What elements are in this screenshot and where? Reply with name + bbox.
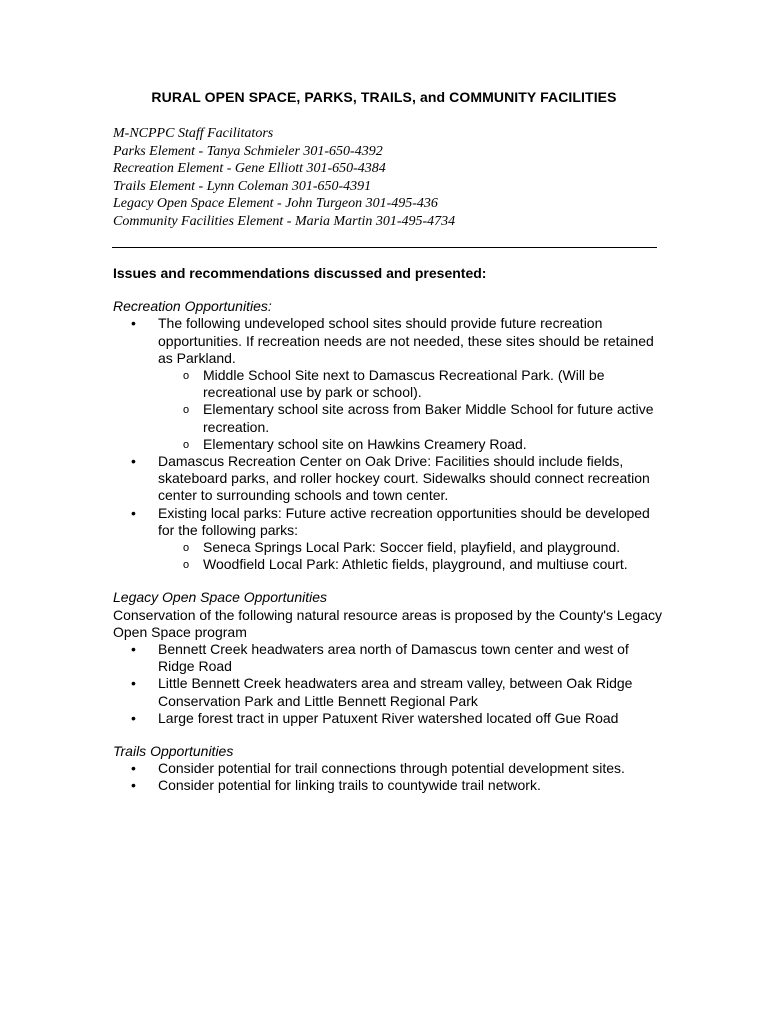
list-item: [113, 453, 655, 505]
trails-list: [113, 760, 673, 794]
circle-bullet-icon: o: [183, 542, 190, 555]
sub-list-item: [158, 401, 655, 435]
list-item: [113, 710, 655, 727]
sub-item-text: Elementary school site across from Baker Middle School for future active recreation.: [203, 401, 654, 435]
circle-bullet-icon: o: [183, 438, 190, 451]
circle-bullet-icon: o: [183, 404, 190, 417]
staff-line: Recreation Element - Gene Elliott 301-650-4384: [113, 161, 386, 176]
bullet-icon: •: [131, 777, 136, 794]
list-item: [113, 315, 655, 453]
list-item: [113, 777, 655, 794]
sub-list-item: [158, 367, 655, 401]
bullet-icon: •: [131, 760, 136, 777]
legacy-list: [113, 641, 673, 727]
staff-line: Trails Element - Lynn Coleman 301-650-4391: [113, 178, 372, 194]
list-item: [113, 760, 655, 777]
sub-list-item: [158, 539, 655, 556]
horizontal-divider: [112, 247, 657, 248]
staff-line: Community Facilities Element - Maria Martin 301-495-4734: [113, 213, 456, 229]
list-item-text: Consider potential for linking trails to countywide trail network.: [158, 777, 541, 794]
legacy-intro: Conservation of the following natural resource areas is proposed by the County's Legacy Open Space program: [113, 606, 662, 640]
sub-item-text: Seneca Springs Local Park: Soccer field, playfield, and playground.: [203, 539, 621, 556]
trails-heading: Trails Opportunities: [113, 743, 234, 760]
sub-item-text: Middle School Site next to Damascus Recreational Park. (Will be recreational use by park or school).: [203, 367, 605, 401]
staff-facilitators: [113, 125, 455, 230]
bullet-icon: •: [131, 709, 136, 726]
page-title: RURAL OPEN SPACE, PARKS, TRAILS, and COMMUNITY FACILITIES: [151, 89, 617, 105]
staff-line: Parks Element - Tanya Schmieler 301-650-4392: [113, 143, 383, 159]
recreation-list: [113, 315, 673, 573]
sub-item-text: Elementary school site on Hawkins Creamery Road.: [203, 435, 527, 452]
sub-item-text: Woodfield Local Park: Athletic fields, playground, and multiuse court.: [203, 556, 628, 573]
list-item-text: Existing local parks: Future active recreation opportunities should be developed for the following parks:: [158, 504, 650, 538]
issues-heading: Issues and recommendations discussed and presented:: [113, 265, 487, 281]
list-item-text: Little Bennett Creek headwaters area and stream valley, between Oak Ridge Conservation Park and Little Bennett Regional Park: [158, 675, 633, 709]
circle-bullet-icon: o: [183, 370, 190, 383]
list-item-text: Damascus Recreation Center on Oak Drive: Facilities should include fields, skateboard parks, and roller hockey court. Sidewalks should connect recreation center to surrounding schools and town center.: [158, 453, 650, 504]
bullet-icon: •: [131, 641, 136, 658]
list-item: [113, 675, 655, 709]
list-item-text: Consider potential for trail connections through potential development sites.: [158, 760, 625, 777]
list-item: [113, 641, 655, 675]
list-item-text: Large forest tract in upper Patuxent River watershed located off Gue Road: [158, 709, 619, 726]
circle-bullet-icon: o: [183, 559, 190, 572]
list-item-text: Bennett Creek headwaters area north of Damascus town center and west of Ridge Road: [158, 641, 629, 675]
bullet-icon: •: [131, 315, 136, 332]
list-item: [113, 505, 655, 574]
bullet-icon: •: [131, 675, 136, 692]
staff-heading: M-NCPPC Staff Facilitators: [113, 126, 274, 141]
bullet-icon: •: [131, 453, 136, 470]
legacy-heading: Legacy Open Space Opportunities: [113, 589, 328, 606]
sub-list-item: [158, 436, 655, 453]
staff-line: Legacy Open Space Element - John Turgeon 301-495-436: [113, 196, 438, 211]
bullet-icon: •: [131, 504, 136, 521]
sub-list: [158, 539, 655, 573]
recreation-heading: Recreation Opportunities:: [113, 298, 272, 315]
document-body: [113, 265, 673, 795]
sub-list: [158, 367, 655, 453]
list-item-text: The following undeveloped school sites should provide future recreation opportunities. If recreation needs are not needed, these sites should be retained as Parkland.: [158, 315, 654, 366]
sub-list-item: [158, 556, 655, 573]
